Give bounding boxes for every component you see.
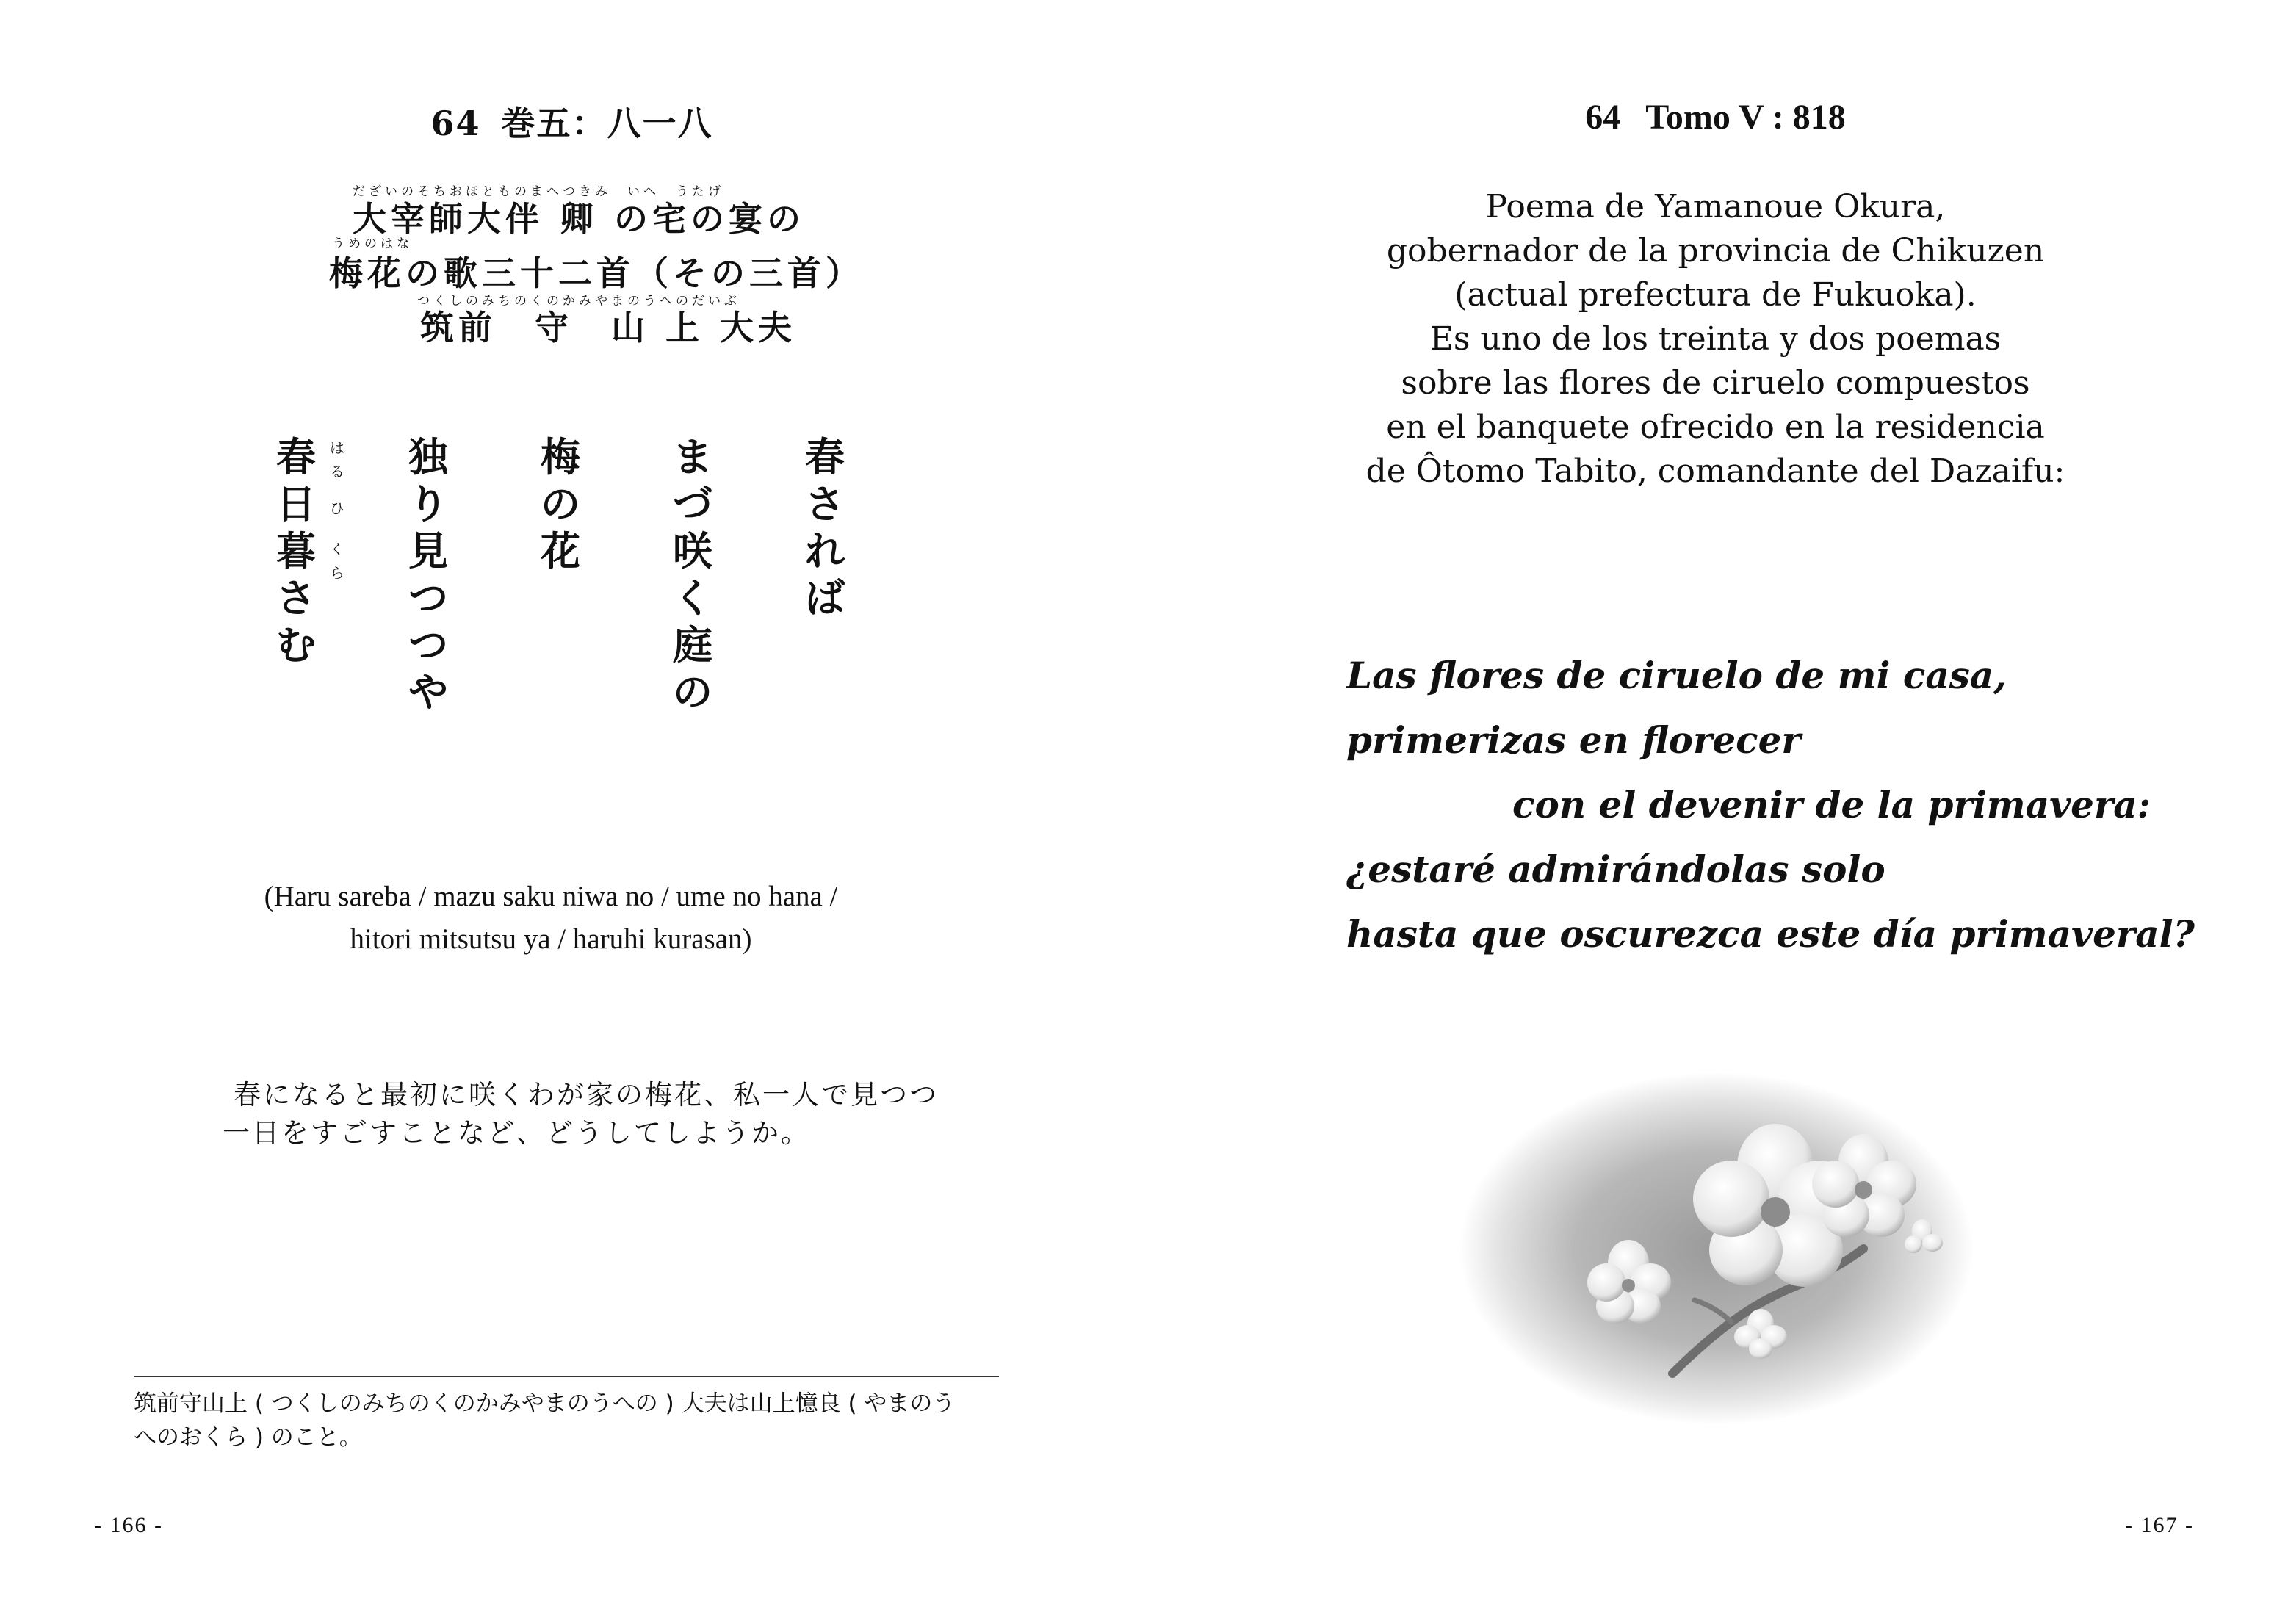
poem-column-1: 春 さ れ ば [805, 433, 845, 621]
volume-reference: 巻五：八一八 [501, 104, 713, 143]
page-number-right: - 167 - [2125, 1513, 2194, 1537]
intro-line: (actual prefectura de Fukuoka). [1454, 276, 1977, 314]
footnote-line: 筑前守山上 ( つくしのみちのくのかみやまのうへの ) 大夫は山上憶良 ( やまのう [134, 1390, 956, 1417]
romanization-line: (Haru sareba / mazu saku niwa no / ume no hana / [264, 881, 838, 912]
poem-column-2: ま づ 咲 く 庭 の [673, 433, 712, 715]
spanish-poem [1346, 643, 2195, 967]
intro-line: de Ôtomo Tabito, comandante del Dazaifu: [1365, 452, 2065, 490]
poem-line: hasta que oscurezca este día primaveral? [1346, 912, 2195, 956]
poem-number: 64 [430, 104, 481, 143]
intro-line: Poema de Yamanoue Okura, [1485, 188, 1946, 225]
header-line-2: 梅花の歌三十二首（その三首） [329, 253, 864, 293]
page-heading-spanish [1144, 97, 2287, 137]
introduction [1144, 185, 2287, 494]
volume-reference: Tomo V : 818 [1645, 98, 1846, 137]
poem-column-3: 梅 の 花 [541, 433, 580, 574]
romanization-line: hitori mitsutsu ya / haruhi kurasan) [350, 923, 752, 955]
intro-line: gobernador de la provincia de Chikuzen [1386, 232, 2045, 270]
poem-line: con el devenir de la primavera: [1512, 783, 2151, 826]
page-number-left: - 166 - [94, 1513, 163, 1537]
header-furigana-1: だざいのそちおほとものまへつきみ いへ うたげ [353, 184, 724, 199]
intro-line: sobre las flores de ciruelo compuestos [1401, 364, 2030, 402]
romanization [118, 876, 984, 961]
header-line-3: 筑前 守 山 上 大夫 [420, 308, 797, 347]
intro-line: Es uno de los treinta y dos poemas [1429, 320, 2002, 358]
poem-column-5: 春 日 暮 さ む [276, 433, 316, 668]
footnote-divider [134, 1376, 999, 1377]
page-heading-japanese [0, 97, 1144, 145]
plum-blossom-icon [1452, 1065, 1981, 1432]
intro-line: en el banquete ofrecido en la residencia [1386, 408, 2045, 446]
modern-translation-line-2: 一日をすごすことなど、どうしてしようか。 [223, 1117, 810, 1149]
poem-reading-ruby: は る ひ く ら [330, 439, 344, 582]
header-furigana-2: うめのはな [332, 237, 413, 251]
modern-translation-line-1: 春になると最初に咲くわが家の梅花、私一人で見つつ [234, 1079, 939, 1111]
header-furigana-3: つくしのみちのくのかみやまのうへのだいぶ [417, 294, 740, 308]
poem-number: 64 [1585, 98, 1621, 137]
poem-line: primerizas en florecer [1346, 718, 1801, 762]
footnote [134, 1387, 1000, 1454]
header-line-1: 大宰師大伴 卿 の宅の宴の [353, 199, 806, 239]
footnote-line: へのおくら ) のこと。 [134, 1424, 362, 1451]
poem-line: Las flores de ciruelo de mi casa, [1346, 654, 2007, 697]
right-page [1144, 0, 2287, 1624]
poem-line: ¿estaré admirándolas solo [1346, 848, 1885, 891]
poem-column-4: 独 り 見 つ つ や [408, 433, 448, 715]
